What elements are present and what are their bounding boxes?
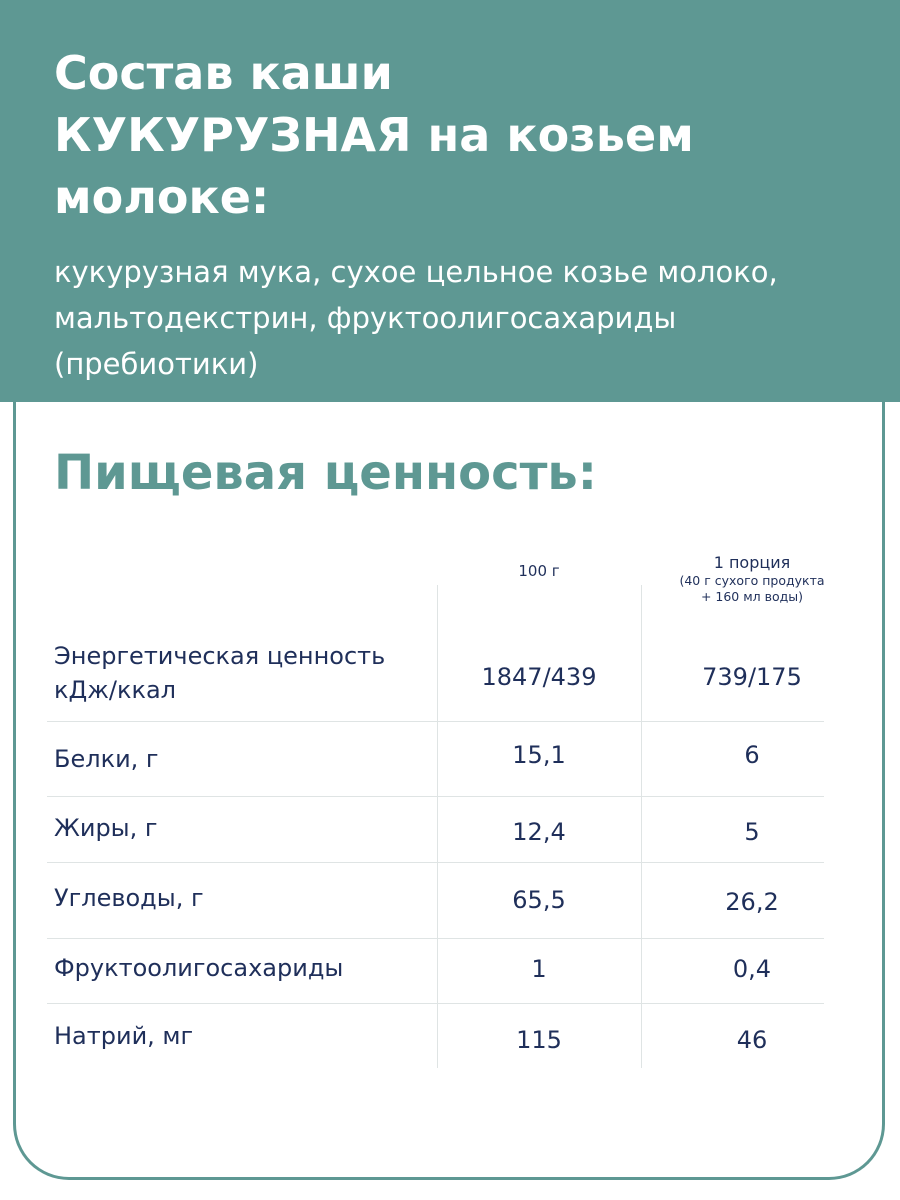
ingredients-line: (пребиотики): [54, 347, 259, 381]
ingredients-line: кукурузная мука, сухое цельное козье молоко,: [54, 255, 778, 289]
value-portion: 0,4: [732, 955, 772, 983]
composition-title-line: молоке:: [54, 170, 270, 224]
value-portion: 46: [736, 1026, 768, 1054]
row-label-carbs: Углеводы, г: [54, 884, 204, 912]
value-portion: 26,2: [725, 888, 779, 916]
portion-label: 1 порция: [713, 553, 791, 572]
value-100g: 1847/439: [481, 663, 597, 691]
row-divider: [47, 862, 824, 863]
value-100g: 1: [531, 955, 547, 983]
portion-note: + 160 мл воды): [700, 589, 804, 604]
row-divider: [47, 1003, 824, 1004]
row-divider: [47, 938, 824, 939]
value-100g: 15,1: [512, 741, 566, 769]
nutrition-title: Пищевая ценность:: [54, 445, 597, 501]
column-header-100g: 100 г: [518, 562, 560, 580]
composition-title: [54, 42, 874, 228]
row-divider: [47, 796, 824, 797]
row-label-fat: Жиры, г: [54, 814, 158, 842]
row-label-line: кДж/ккал: [54, 676, 176, 704]
portion-note: (40 г сухого продукта: [679, 573, 825, 588]
value-100g: 65,5: [512, 886, 566, 914]
row-label-fos: Фруктоолигосахариды: [54, 954, 344, 982]
value-portion: 5: [744, 818, 760, 846]
value-100g: 115: [516, 1026, 562, 1054]
ingredients-line: мальтодекстрин, фруктоолигосахариды: [54, 301, 677, 335]
value-portion: 739/175: [702, 663, 802, 691]
row-label-sodium: Натрий, мг: [54, 1022, 194, 1050]
composition-title-line: КУКУРУЗНАЯ на козьем: [54, 108, 694, 162]
ingredients-text: [54, 249, 874, 387]
row-divider: [47, 721, 824, 722]
value-portion: 6: [744, 741, 760, 769]
row-label-energy: [54, 639, 434, 707]
value-100g: 12,4: [512, 818, 566, 846]
column-header-portion: [641, 553, 863, 605]
composition-title-line: Состав каши: [54, 46, 393, 100]
row-label-line: Энергетическая ценность: [54, 642, 386, 670]
row-label-protein: Белки, г: [54, 745, 159, 773]
composition-banner: [0, 0, 900, 402]
